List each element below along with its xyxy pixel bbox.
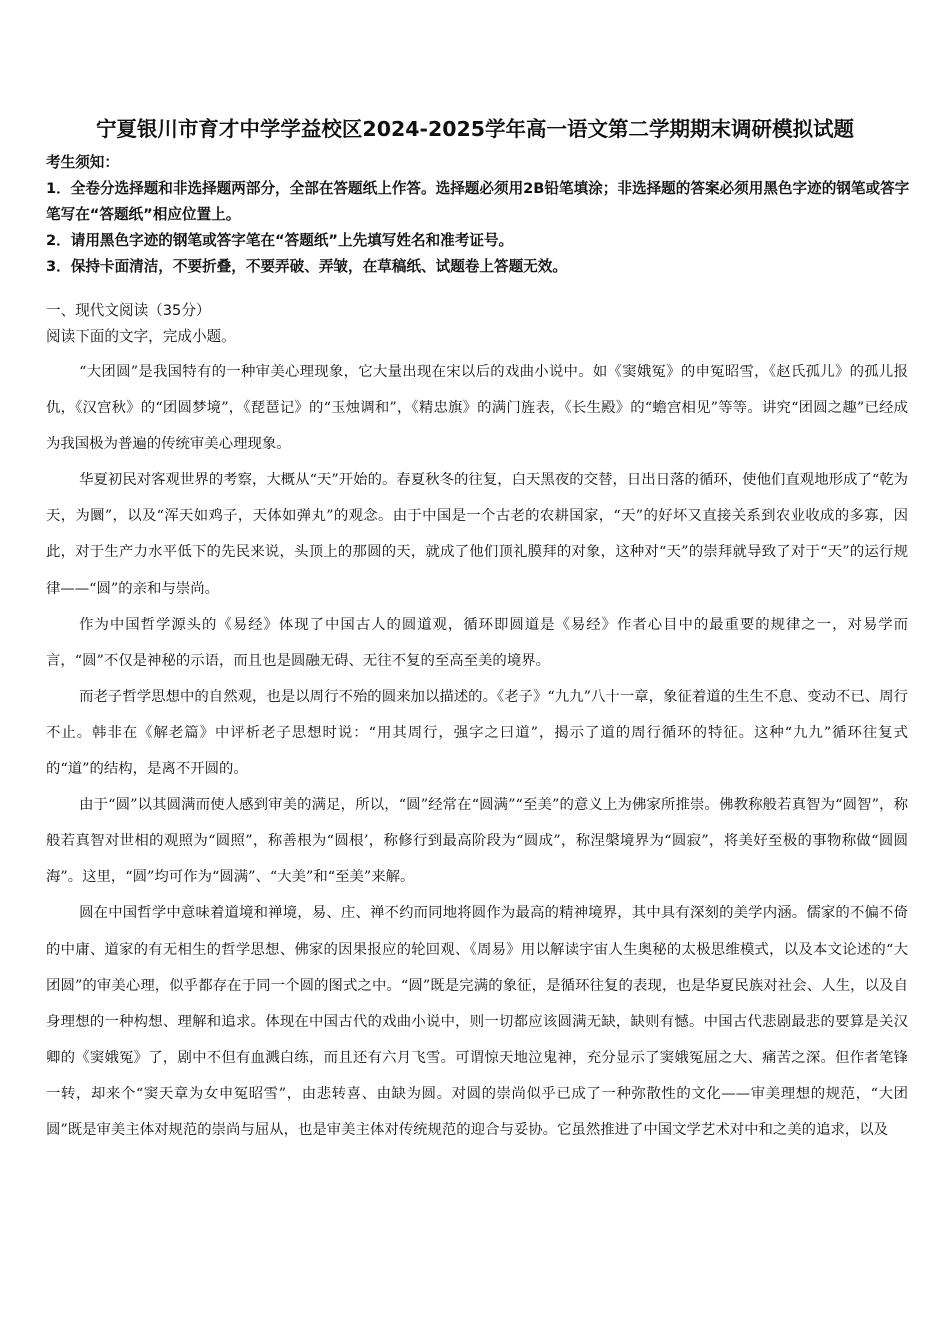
section-heading: 一、现代文阅读（35分） bbox=[46, 302, 211, 319]
passage-paragraph: 由于“圆”以其圆满而使人感到审美的满足，所以，“圆”经常在“圆满”“至美”的意义上为佛家所推崇。佛教称般若真智为“圆智”，称般若真智对世相的观照为“圆照”，称善根为“圆根’，称修行到最高阶段为“圆成”，称涅槃境界为“圆寂”，将美好至极的事物称做“圆圆海”。这里，“圆”均可作为“圆满”、“大美”和“至美”来解。 bbox=[46, 797, 908, 886]
candidate-notice bbox=[46, 150, 910, 280]
notice-item: 3．保持卡面清洁，不要折叠，不要弄破、弄皱，在草稿纸、试题卷上答题无效。 bbox=[46, 258, 567, 275]
notice-item: 2．请用黑色字迹的钢笔或答字笔在“答题纸”上先填写姓名和准考证号。 bbox=[46, 232, 514, 249]
notice-item: 1．全卷分选择题和非选择题两部分，全部在答题纸上作答。选择题必须用2B铅笔填涂；非选择题的答案必须用黑色字迹的钢笔或答字笔写在“答题纸”相应位置上。 bbox=[46, 180, 910, 223]
reading-passage bbox=[46, 354, 908, 1148]
passage-paragraph: 作为中国哲学源头的《易经》体现了中国古人的圆道观，循环即圆道是《易经》作者心目中的最重要的规律之一，对易学而言，“圆”不仅是神秘的示语，而且也是圆融无碍、无往不复的至高至美的境界。 bbox=[46, 616, 908, 669]
passage-paragraph: 圆在中国哲学中意味着道境和禅境，易、庄、禅不约而同地将圆作为最高的精神境界，其中具有深刻的美学内涵。儒家的不偏不倚的中庸、道家的有无相生的哲学思想、佛家的因果报应的轮回观、《周易》用以解读宇宙人生奥秘的太极思维模式，以及本文论述的“大团圆”的审美心理，似乎都存在于同一个圆的图式之中。“圆”既是完满的象征，是循环往复的表现，也是华夏民族对社会、人生，以及自身理想的一种构想、理解和追求。体现在中国古代的戏曲小说中，则一切都应该圆满无缺，缺则有憾。中国古代悲剧最悲的要算是关汉卿的《窦娥冤》了，剧中不但有血溅白练，而且还有六月飞雪。可谓惊天地泣鬼神，充分显示了窦娥冤屈之大、痛苦之深。但作者笔锋一转，却来个“窦天章为女申冤昭雪”，由悲转喜、由缺为圆。对圆的崇尚似乎已成了一种弥散性的文化——审美理想的规范，“大团圆”既是审美主体对规范的崇尚与屈从，也是审美主体对传统规范的迎合与妥协。它虽然推进了中国文学艺术对中和之美的追求，以及 bbox=[46, 905, 908, 1138]
reading-instruction: 阅读下面的文字，完成小题。 bbox=[46, 328, 236, 345]
passage-paragraph: “大团圆”是我国特有的一种审美心理现象，它大量出现在宋以后的戏曲小说中。如《窦娥冤》的申冤昭雪，《赵氏孤儿》的孤儿报仇，《汉宫秋》的“团圆梦境”，《琵琶记》的“玉烛调和”，《精忠旗》的满门旌表，《长生殿》的“蟾宫相见”等等。讲究“团圆之趣”已经成为我国极为普遍的传统审美心理现象。 bbox=[46, 364, 908, 453]
passage-paragraph: 而老子哲学思想中的自然观，也是以周行不殆的圆来加以描述的。《老子》“九九”八十一章，象征着道的生生不息、变动不已、周行不止。韩非在《解老篇》中评析老子思想时说：“用其周行，强字之曰道”，揭示了道的周行循环的特征。这种“九九”循环往复式的“道”的结构，是离不开圆的。 bbox=[46, 688, 908, 778]
passage-paragraph: 华夏初民对客观世界的考察，大概从“天”开始的。春夏秋冬的往复，白天黑夜的交替，日出日落的循环，使他们直观地形成了“乾为天，为圜”，以及“浑天如鸡子，天体如弹丸”的观念。由于中国是一个古老的农耕国家，“天”的好坏又直接关系到农业收成的多寡，因此，对于生产力水平低下的先民来说，头顶上的那圆的天，就成了他们顶礼膜拜的对象，这种对“天”的崇拜就导致了对于“天”的运行规律——“圆”的亲和与崇尚。 bbox=[46, 472, 908, 597]
notice-heading: 考生须知： bbox=[46, 154, 119, 171]
exam-title: 宁夏银川市育才中学学益校区2024-2025学年高一语文第二学期期末调研模拟试题 bbox=[95, 117, 855, 141]
